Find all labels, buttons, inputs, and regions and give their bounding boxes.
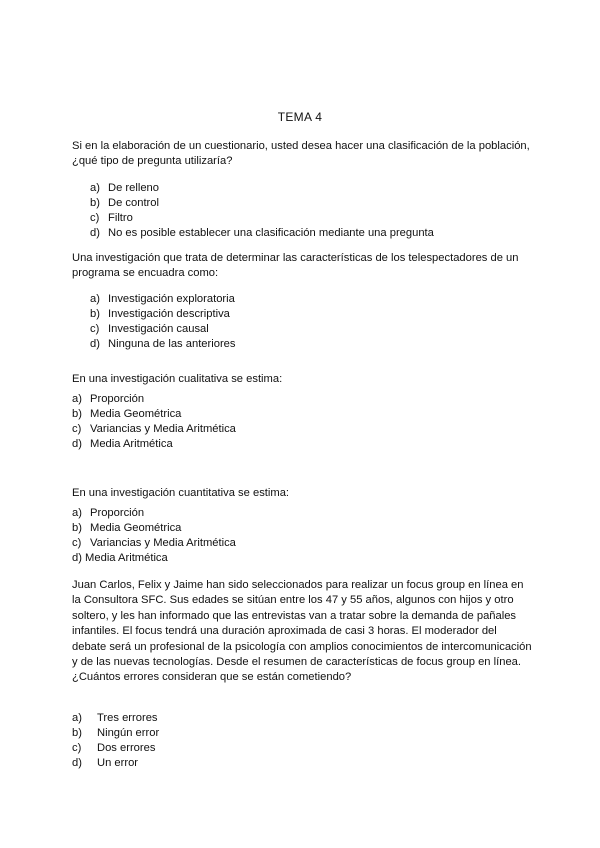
page-title: TEMA 4 (277, 110, 323, 124)
option-b: b) De control (90, 197, 159, 209)
option-c: c) Dos errores (72, 742, 156, 754)
question-2-options (90, 292, 532, 352)
question-4-options (72, 506, 532, 566)
question-3-options (72, 392, 532, 452)
option-a: a) Investigación exploratoria (90, 293, 235, 305)
option-a: a) Tres errores (72, 712, 158, 724)
question-text: Una investigación que trata de determinar las características de los telespectadores de un programa se encuadra como: (72, 252, 519, 279)
question-4 (72, 486, 532, 501)
option-c: c) Variancias y Media Aritmética (72, 537, 236, 549)
question-text: Si en la elaboración de un cuestionario, usted desea hacer una clasificación de la población, ¿qué tipo de pregunta utilizaría? (72, 140, 530, 167)
option-b: b) Media Geométrica (72, 522, 182, 534)
option-d: d) Media Aritmética (72, 438, 173, 450)
option-c: c) Variancias y Media Aritmética (72, 423, 236, 435)
question-2 (72, 251, 532, 281)
scenario-text: Juan Carlos, Felix y Jaime han sido seleccionados para realizar un focus group en línea en la Consultora SFC. Sus edades se sitúan entre los 47 y 55 años, algunos con hijos y otro soltero, y les han informado que las entrevistas van a tratar sobre la demanda de pañales infantiles. El focus tendrá una duración aproximada de casi 3 horas. El moderador del debate será un profesional de la psicología con amplios conocimientos de intercomunicación y de las nuevas tecnologías. Desde el resumen de características de focus group en línea. (72, 579, 532, 669)
question-1-options (90, 181, 532, 241)
question-text: ¿Cuántos errores consideran que se están cometiendo? (72, 671, 352, 684)
option-d: d) No es posible establecer una clasificación mediante una pregunta (90, 227, 434, 239)
option-d: d) Un error (72, 757, 139, 769)
option-d: d) Media Aritmética (72, 552, 168, 564)
option-d: d) Ninguna de las anteriores (90, 338, 236, 350)
option-b: b) Investigación descriptiva (90, 308, 230, 320)
question-3 (72, 372, 532, 387)
question-1 (72, 139, 532, 169)
option-c: c) Investigación causal (90, 323, 209, 335)
option-b: b) Ningún error (72, 727, 160, 739)
question-text: En una investigación cualitativa se estima: (72, 373, 283, 385)
question-5 (72, 578, 532, 686)
question-5-options (72, 711, 532, 771)
option-c: c) Filtro (90, 212, 133, 224)
option-b: b) Media Geométrica (72, 408, 182, 420)
option-a: a) Proporción (72, 507, 145, 519)
option-a: a) Proporción (72, 393, 145, 405)
question-text: En una investigación cuantitativa se estima: (72, 487, 290, 499)
option-a: a) De relleno (90, 182, 159, 194)
